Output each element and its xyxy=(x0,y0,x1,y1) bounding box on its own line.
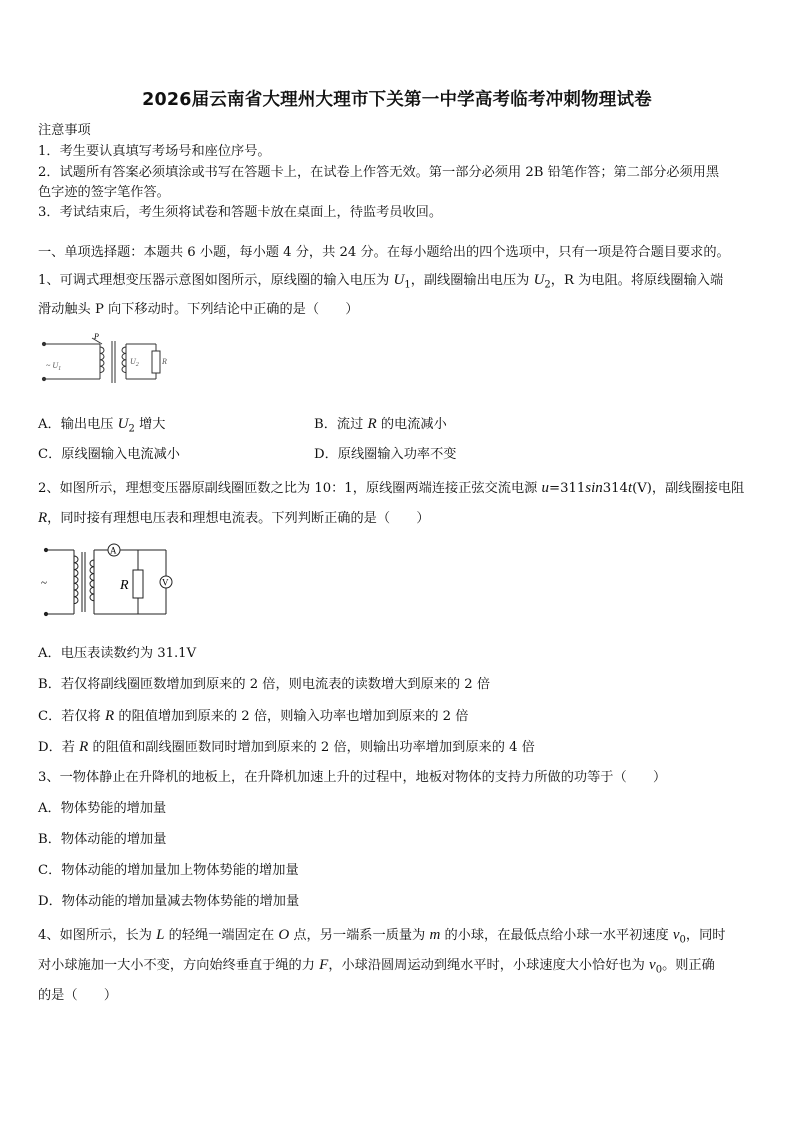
q3-option-c: C．物体动能的增加量加上物体势能的增加量 xyxy=(38,863,299,878)
section-heading: 一、单项选择题：本题共 6 小题，每小题 4 分，共 24 分。在每小题给出的四个选项中，只有一项是符合题目要求的。 xyxy=(38,245,730,260)
q2-option-d: D．若 R 的阻值和副线圈匝数同时增加到原来的 2 倍，则输出功率增加到原来的 4 倍 xyxy=(38,739,535,755)
page-title: 2026届云南省大理州大理市下关第一中学高考临考冲刺物理试卷 xyxy=(142,90,652,110)
question-2-stem: 2、如图所示，理想变压器原副线圈匝数之比为 10：1，原线圈两端连接正弦交流电源 u=311sin314t(V)，副线圈接电阻 xyxy=(38,480,745,496)
q2-option-b: B．若仅将副线圈匝数增加到原来的 2 倍，则电流表的读数增大到原来的 2 倍 xyxy=(38,677,491,692)
notice-item: 2．试题所有答案必须填涂或书写在答题卡上，在试卷上作答无效。第一部分必须用 2B 铅笔作答；第二部分必须用黑 xyxy=(38,165,720,180)
question-2-stem-cont: R，同时接有理想电压表和理想电流表。下列判断正确的是（ ） xyxy=(38,510,430,526)
notice-item: 3．考试结束后，考生须将试卷和答题卡放在桌面上，待监考员收回。 xyxy=(38,205,443,220)
notice-heading: 注意事项 xyxy=(38,123,91,138)
question-1-stem-cont: 滑动触头 P 向下移动时。下列结论中正确的是（ ） xyxy=(38,302,359,317)
q1-option-a: A．输出电压 $U_2$ 增大 xyxy=(38,416,166,435)
voltmeter-label: V xyxy=(162,577,169,588)
q2-option-a: A．电压表读数约为 31.1V xyxy=(38,646,197,661)
question-1-transformer-figure xyxy=(38,331,168,389)
ammeter-label: A xyxy=(110,545,117,556)
question-4-stem-cont: 对小球施加一大小不变，方向始终垂直于绳的力 F，小球沿圆周运动到绳水平时，小球速度大小恰好也为 $v_0$。则正确 xyxy=(38,957,715,976)
q2-option-c: C．若仅将 R 的阻值增加到原来的 2 倍，则输入功率也增加到原来的 2 倍 xyxy=(38,708,469,724)
q3-option-d: D．物体动能的增加量减去物体势能的增加量 xyxy=(38,894,300,909)
q1-option-c: C．原线圈输入电流减小 xyxy=(38,447,180,462)
svg-text:~ U1: ~ $U_1$ xyxy=(46,361,62,372)
notice-item: 1．考生要认真填写考场号和座位序号。 xyxy=(38,144,271,159)
question-4-stem: 4、如图所示，长为 L 的轻绳一端固定在 O 点，另一端系一质量为 m 的小球，在最低点给小球一水平初速度 $v_0$，同时 xyxy=(38,927,726,946)
svg-text:U2: $U_2$ xyxy=(130,357,139,368)
question-2-circuit-figure xyxy=(38,542,178,624)
slider-label: P xyxy=(94,332,99,341)
question-1-stem: 1、可调式理想变压器示意图如图所示，原线圈的输入电压为 $U_1$，副线圈输出电压为 $U_2$，R 为电阻。将原线圈输入端 xyxy=(38,272,724,291)
question-4-stem-end: 的是（ ） xyxy=(38,988,118,1003)
svg-text:R: R xyxy=(162,357,167,366)
q3-option-a: A．物体势能的增加量 xyxy=(38,801,167,816)
ac-source-symbol: ~ xyxy=(41,577,47,589)
q1-option-d: D．原线圈输入功率不变 xyxy=(314,447,457,462)
q1-option-b: B．流过 R 的电流减小 xyxy=(314,416,447,432)
question-3-stem: 3、一物体静止在升降机的地板上，在升降机加速上升的过程中，地板对物体的支持力所做的功等于（ ） xyxy=(38,770,667,785)
q3-option-b: B．物体动能的增加量 xyxy=(38,832,167,847)
notice-item: 色字迹的签字笔作答。 xyxy=(38,185,170,200)
resistor-label: R xyxy=(120,578,129,593)
